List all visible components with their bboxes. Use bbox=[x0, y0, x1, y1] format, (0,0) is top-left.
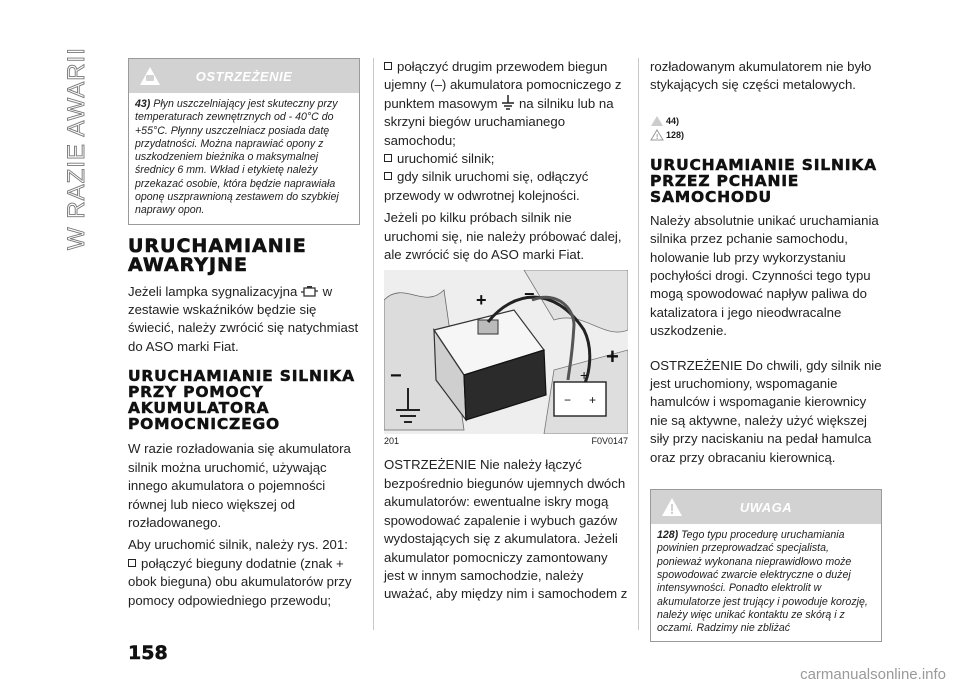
paragraph-warning-brakes: OSTRZEŻENIE Do chwili, gdy silnik nie jest uruchomiony, wspomaganie hamulców i wspomaganie kierownicy nie są aktywne, należy użyć większej siły przy naciskaniu na pedał hamulca oraz przy obracaniu kierownicą. bbox=[650, 357, 882, 465]
caution-box-header bbox=[651, 490, 881, 524]
warning-text: Płyn uszczelniający jest skuteczny przy temperaturach zewnętrznych od - 40°C do +55°C. Płynny uszczelniacz posiada datę przydatności. Można naprawiać opony z uszkodzeniem bieżnika o maksymalnej średnicy 6 mm. Wkład i etykietę należy przekazać osobie, która będzie naprawiała oponę uszprawnioną zestawem do szybkiej naprawy opon. bbox=[135, 98, 339, 217]
svg-text:+: + bbox=[589, 393, 597, 408]
reference-item bbox=[650, 115, 882, 127]
caution-ref: 128) bbox=[657, 529, 679, 542]
paragraph-text: Jeżeli lampka sygnalizacyjna bbox=[128, 283, 298, 299]
list-item bbox=[384, 150, 628, 168]
column-divider bbox=[373, 58, 374, 630]
reference-number: 128) bbox=[666, 129, 685, 140]
warning-box-body bbox=[129, 93, 359, 224]
svg-text:+: + bbox=[476, 290, 487, 311]
paragraph-warning-lamp bbox=[128, 283, 360, 357]
column-3 bbox=[650, 58, 882, 642]
paragraph-booster-intro: W razie rozładowania się akumulatora silnik można uruchomić, używając innego akumulatora o pojemności równej lub nieco większej od rozładowanego. bbox=[128, 441, 351, 530]
column-2 bbox=[384, 58, 628, 604]
svg-text:−: − bbox=[390, 365, 402, 388]
tire-warning-icon bbox=[650, 115, 664, 127]
checkbox-bullet-icon bbox=[128, 559, 136, 567]
paragraph-steps-intro: Aby uruchomić silnik, należy rys. 201: bbox=[128, 537, 348, 553]
caution-icon bbox=[650, 129, 664, 141]
figure-number: 201 bbox=[384, 436, 400, 447]
list-item bbox=[384, 168, 628, 205]
column-divider bbox=[638, 58, 639, 630]
column-1 bbox=[128, 58, 360, 610]
caution-box-title: UWAGA bbox=[739, 499, 793, 515]
warning-box-title: OSTRZEŻENIE bbox=[195, 68, 293, 84]
warning-ref: 43) bbox=[135, 98, 151, 110]
heading-emergency-start: URUCHAMIANIE AWARYJNE bbox=[128, 234, 307, 276]
list-item-text: gdy silnik uruchomi się, odłączyć przewody w odwrotnej kolejności. bbox=[384, 169, 589, 203]
engine-warning-icon bbox=[301, 285, 319, 299]
list-item bbox=[128, 555, 360, 610]
caution-box-body bbox=[651, 524, 881, 641]
reference-number: 44) bbox=[666, 115, 680, 126]
list-item-text: na silniku lub na skrzyni biegów uruchamianego samochodu; bbox=[384, 95, 614, 148]
paragraph-warning-negative-poles: OSTRZEŻENIE Nie należy łączyć bezpośrednio biegunów ujemnych dwóch akumulatorów: ewentualne iskry mogą spowodować zapalenie i wybuch gazów wydostających się z akumulatora. Jeżeli akumulator pomocniczy zamontowany jest w innym samochodzie, należy uważać, aby między nim i samochodem z bbox=[384, 457, 628, 602]
heading-push-start: URUCHAMIANIE SILNIKA PRZEZ PCHANIE SAMOCHODU bbox=[650, 155, 877, 206]
ground-symbol-icon bbox=[501, 95, 515, 111]
list-item-text: uruchomić silnik; bbox=[397, 151, 495, 167]
checkbox-bullet-icon bbox=[384, 154, 392, 162]
paragraph-text: w zestawie wskaźników będzie się świecić, należy zwrócić się natychmiast do ASO marki Fiat. bbox=[128, 283, 359, 354]
list-item bbox=[384, 58, 628, 150]
svg-text:−: − bbox=[524, 284, 535, 305]
paragraph-retry: Jeżeli po kilku próbach silnik nie uruchomi się, nie należy próbować dalej, ale zwrócić się do ASO marki Fiat. bbox=[384, 210, 622, 263]
side-title-text: W RAZIE AWARII bbox=[63, 47, 90, 250]
page-number: 158 bbox=[128, 642, 168, 664]
caution-text: Tego typu procedurę uruchamiania powinien przeprowadzać specjalista, ponieważ wykonana nieprawidłowo może spowodować zwarcie elektryczne o dużej intensywności. Ponadto elektrolit w akumulatorze jest trujący i powoduje korozję, należy więc unikać kontaktu ze skórą i z oczami. Radzimy nie zbliżać bbox=[657, 529, 868, 635]
svg-text:+: + bbox=[580, 367, 589, 384]
caution-box bbox=[650, 489, 882, 642]
svg-text:+: + bbox=[606, 344, 619, 370]
jump-start-drawing bbox=[384, 270, 628, 434]
svg-text:−: − bbox=[564, 393, 572, 408]
figure-caption bbox=[384, 436, 628, 446]
checkbox-bullet-icon bbox=[384, 62, 392, 70]
paragraph-continued: rozładowanym akumulatorem nie było stykających się części metalowych. bbox=[650, 59, 872, 93]
watermark: carmanualsonline.info bbox=[800, 666, 946, 683]
warning-box-header bbox=[129, 59, 359, 93]
checkbox-bullet-icon bbox=[384, 172, 392, 180]
figure-jump-start-illustration bbox=[384, 270, 628, 434]
figure-code: F0V0147 bbox=[591, 436, 628, 447]
heading-booster-start: URUCHAMIANIE SILNIKA PRZY POMOCY AKUMULATORA POMOCNICZEGO bbox=[128, 367, 355, 434]
paragraph-push-start: Należy absolutnie unikać uruchamiania silnika przez pchanie samochodu, holowanie lub przy wykorzystaniu pochyłości drogi. Czynności tego typu mogą spowodować napływ paliwa do katalizatora i jego nieodwracalne uszkodzenie. bbox=[650, 212, 879, 339]
reference-list bbox=[650, 115, 882, 141]
caution-icon bbox=[661, 496, 683, 518]
warning-box bbox=[128, 58, 360, 225]
reference-item bbox=[650, 129, 882, 141]
tire-warning-icon bbox=[139, 65, 161, 87]
list-item-text: połączyć bieguny dodatnie (znak + obok bieguna) obu akumulatorów przy pomocy odpowiedniego przewodu; bbox=[128, 555, 352, 608]
section-side-title bbox=[52, 10, 92, 310]
svg-text:!: ! bbox=[656, 133, 659, 141]
list-item-text: połączyć drugim przewodem biegun ujemny (–) akumulatora pomocniczego z punktem masowym bbox=[384, 59, 622, 111]
